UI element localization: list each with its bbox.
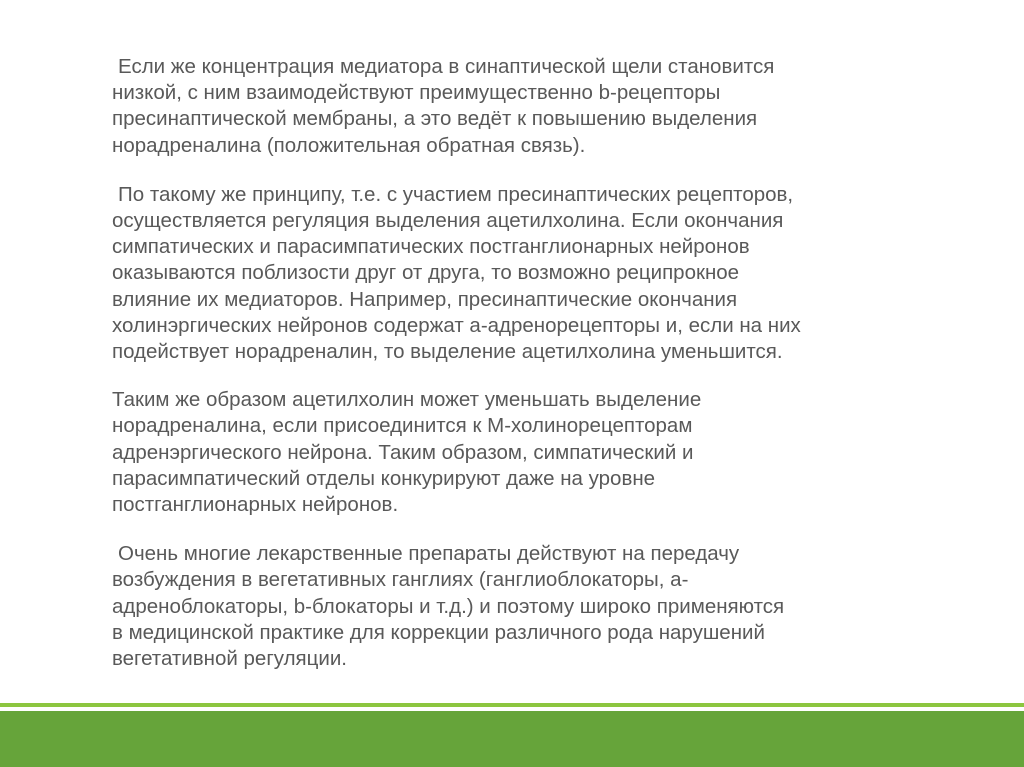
text-line: возбуждения в вегетативных ганглиях (ганглиоблокаторы, а-	[112, 568, 689, 592]
text-line: адренэргического нейрона. Таким образом, симпатический и	[112, 440, 694, 464]
text-line: Таким же образом ацетилхолин может уменьшать выделение	[112, 388, 702, 412]
text-line: осуществляется регуляция выделения ацетилхолина. Если окончания	[112, 209, 784, 233]
text-line: постганглионарных нейронов.	[112, 493, 399, 517]
text-line: адреноблокаторы, b-блокаторы и т.д.) и поэтому широко применяются	[112, 594, 785, 618]
text-line: пресинаптической мембраны, а это ведёт к повышению выделения	[112, 107, 758, 131]
text-line: вегетативной регуляции.	[112, 647, 347, 671]
footer-green-band	[0, 711, 1024, 767]
text-line: влияние их медиаторов. Например, пресинаптические окончания	[112, 287, 738, 311]
paragraph-synaptic-concentration	[112, 54, 942, 159]
text-line: Очень многие лекарственные препараты действуют на передачу	[118, 542, 740, 566]
paragraph-drug-action	[112, 541, 942, 672]
text-line: подействует норадреналин, то выделение ацетилхолина уменьшится.	[112, 340, 783, 364]
text-line: норадреналина, если присоединится к М-холинорецепторам	[112, 414, 693, 438]
text-line: оказываются поблизости друг от друга, то возможно реципрокное	[112, 261, 740, 285]
paragraph-acetylcholine-regulation	[112, 182, 942, 365]
text-line: в медицинской практике для коррекции различного рода нарушений	[112, 620, 765, 644]
text-line: низкой, с ним взаимодействуют преимущественно b-рецепторы	[112, 81, 721, 105]
slide-text-body	[112, 54, 942, 672]
text-line: холинэргических нейронов содержат а-адренорецепторы и, если на них	[112, 313, 801, 337]
footer-accent-stripe	[0, 703, 1024, 707]
text-line: По такому же принципу, т.е. с участием пресинаптических рецепторов,	[118, 182, 794, 206]
text-line: Если же концентрация медиатора в синаптической щели становится	[118, 55, 775, 78]
paragraph-noradrenaline-reduction	[112, 387, 942, 518]
text-line: норадреналина (положительная обратная связь).	[112, 133, 586, 157]
text-line: парасимпатический отделы конкурируют даже на уровне	[112, 466, 656, 490]
text-line: симпатических и парасимпатических постганглионарных нейронов	[112, 235, 750, 259]
